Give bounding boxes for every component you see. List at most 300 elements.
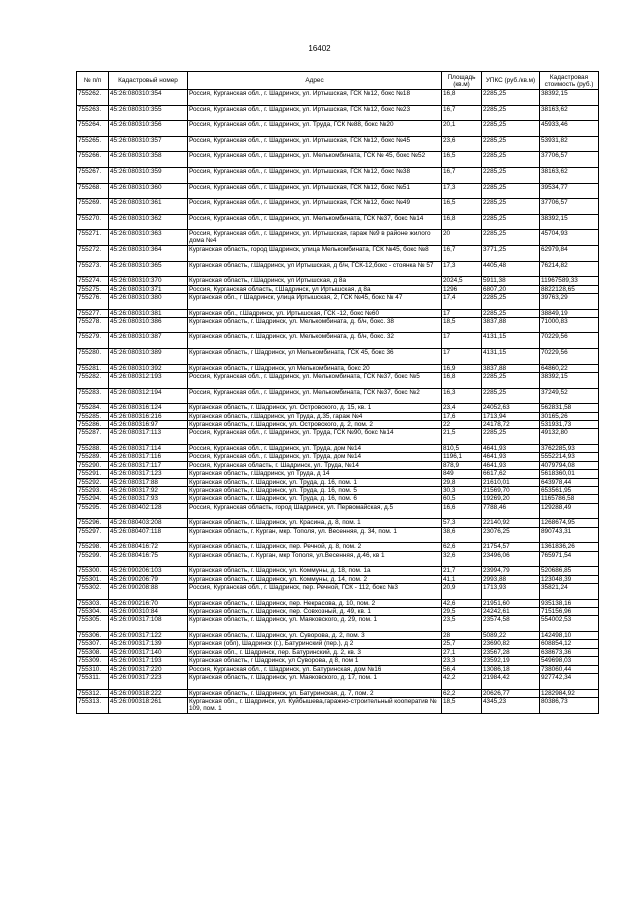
cell-cadastral-number: 45:26:080317:92 bbox=[109, 486, 188, 494]
cell-upks: 21569,70 bbox=[482, 486, 540, 494]
cell-row-number: 755300. bbox=[77, 567, 109, 575]
cell-address: Россия, Курганская обл., г. Шадринск, ул. Мелькомбината, ГСК № 45, бокс №52 bbox=[188, 152, 442, 168]
cell-area: 21,5 bbox=[442, 429, 482, 445]
cell-address: Курганская область, г. Шадринск, ул. Суворова, д. 2, пом. 3 bbox=[188, 632, 442, 640]
cell-cadastral-number: 45:26:090317:139 bbox=[109, 640, 188, 648]
cell-upks: 2285,25 bbox=[482, 167, 540, 183]
cell-cadastral-number: 45:26:080310:357 bbox=[109, 136, 188, 152]
cell-upks: 2285,25 bbox=[482, 121, 540, 137]
cell-row-number: 755299. bbox=[77, 551, 109, 567]
cell-address: Россия, Курганская обл., г. Шадринск, ул. Труда, дом №14 bbox=[188, 453, 442, 461]
cell-cadastral-number: 45:26:080316:97 bbox=[109, 421, 188, 429]
table-row bbox=[77, 429, 599, 445]
cell-cadastral-number: 45:26:080316:124 bbox=[109, 404, 188, 412]
table-row bbox=[77, 640, 599, 648]
cell-upks: 23496,06 bbox=[482, 551, 540, 567]
cell-cadastral-number: 45:26:080310:363 bbox=[109, 230, 188, 246]
cell-cadastral-number: 45:26:090317:193 bbox=[109, 657, 188, 665]
cell-row-number: 755301. bbox=[77, 575, 109, 583]
cell-area: 17 bbox=[442, 333, 482, 349]
table-row bbox=[77, 461, 599, 469]
cell-area: 18,5 bbox=[442, 317, 482, 333]
cell-area: 16,6 bbox=[442, 503, 482, 519]
cell-row-number: 755283. bbox=[77, 388, 109, 404]
cell-area: 16,8 bbox=[442, 373, 482, 389]
cell-cadastral-number: 45:26:080310:365 bbox=[109, 261, 188, 277]
cell-area: 22 bbox=[442, 421, 482, 429]
cell-cadastral-number: 45:26:090317:220 bbox=[109, 665, 188, 673]
cell-cadastral-number: 45:26:090317:140 bbox=[109, 648, 188, 656]
header-num: № п/п bbox=[77, 72, 109, 90]
cell-row-number: 755291. bbox=[77, 470, 109, 478]
cell-cadastral-number: 45:26:080312:193 bbox=[109, 373, 188, 389]
cell-cadastral-number: 45:26:090317:122 bbox=[109, 632, 188, 640]
cell-address: Курганская область, г. Шадринск, ул. Красина, д. 8, пом. 1 bbox=[188, 519, 442, 527]
cell-address: Курганская область, г.Шадринск, ул Иртышская, д 8а bbox=[188, 277, 442, 285]
table-row bbox=[77, 183, 599, 199]
table-row bbox=[77, 575, 599, 583]
cell-row-number: 755278. bbox=[77, 317, 109, 333]
cell-upks: 4131,15 bbox=[482, 333, 540, 349]
cell-cadastral-cost: 638673,36 bbox=[540, 648, 599, 656]
cell-row-number: 755262. bbox=[77, 90, 109, 106]
cell-area: 62,2 bbox=[442, 689, 482, 697]
cell-address: Россия, Курганская обл., г. Шадринск, ул. Иртышская, ГСК №12, бокс №49 bbox=[188, 199, 442, 215]
cell-row-number: 755287. bbox=[77, 429, 109, 445]
cell-area: 20,9 bbox=[442, 584, 482, 600]
cell-cadastral-cost: 49132,80 bbox=[540, 429, 599, 445]
header-cadastral-number: Кадастровый номер bbox=[109, 72, 188, 90]
cell-row-number: 755271. bbox=[77, 230, 109, 246]
cell-upks: 20626,77 bbox=[482, 689, 540, 697]
cell-upks: 4345,23 bbox=[482, 698, 540, 714]
cell-upks: 24178,72 bbox=[482, 421, 540, 429]
cell-cadastral-cost: 70229,56 bbox=[540, 349, 599, 365]
cell-cadastral-cost: 5618360,01 bbox=[540, 470, 599, 478]
cell-row-number: 755290. bbox=[77, 461, 109, 469]
cell-cadastral-cost: 890743,31 bbox=[540, 527, 599, 543]
cell-area: 16,5 bbox=[442, 152, 482, 168]
cell-cadastral-number: 45:26:090318:222 bbox=[109, 689, 188, 697]
cell-row-number: 755270. bbox=[77, 214, 109, 230]
cell-area: 16,7 bbox=[442, 167, 482, 183]
cell-row-number: 755310. bbox=[77, 665, 109, 673]
cell-area: 20,1 bbox=[442, 121, 482, 137]
table-row bbox=[77, 698, 599, 714]
cell-upks: 2285,25 bbox=[482, 309, 540, 317]
cell-cadastral-cost: 1282984,92 bbox=[540, 689, 599, 697]
cell-cadastral-number: 45:26:090317:223 bbox=[109, 674, 188, 690]
header-address: Адрес bbox=[188, 72, 442, 90]
table-row bbox=[77, 632, 599, 640]
table-row bbox=[77, 421, 599, 429]
table-row bbox=[77, 261, 599, 277]
cell-cadastral-number: 45:26:080310:360 bbox=[109, 183, 188, 199]
cell-cadastral-number: 45:26:080310:389 bbox=[109, 349, 188, 365]
cell-area: 62,6 bbox=[442, 543, 482, 551]
cell-area: 60,5 bbox=[442, 495, 482, 503]
cell-area: 20 bbox=[442, 230, 482, 246]
table-row bbox=[77, 105, 599, 121]
cell-upks: 21610,01 bbox=[482, 478, 540, 486]
cell-upks: 23994,79 bbox=[482, 567, 540, 575]
cell-row-number: 755284. bbox=[77, 404, 109, 412]
table-row bbox=[77, 478, 599, 486]
cell-cadastral-number: 45:26:080310:356 bbox=[109, 121, 188, 137]
cell-cadastral-cost: 45704,93 bbox=[540, 230, 599, 246]
cell-cadastral-number: 45:26:080416:72 bbox=[109, 543, 188, 551]
cell-cadastral-cost: 123048,39 bbox=[540, 575, 599, 583]
cell-upks: 2285,25 bbox=[482, 388, 540, 404]
cell-cadastral-cost: 927742,34 bbox=[540, 674, 599, 690]
cell-address: Россия, Курганская область, г. Шадринск, ул. Труда, №14 bbox=[188, 461, 442, 469]
table-row bbox=[77, 657, 599, 665]
table-row bbox=[77, 495, 599, 503]
cell-upks: 13086,18 bbox=[482, 665, 540, 673]
cell-address: Курганская обл., г. Шадринск, пер. Батуринский, д. 2, кв. 3 bbox=[188, 648, 442, 656]
cell-upks: 24242,61 bbox=[482, 608, 540, 616]
cell-area: 16,8 bbox=[442, 214, 482, 230]
cell-cadastral-number: 45:26:080310:359 bbox=[109, 167, 188, 183]
table-row bbox=[77, 214, 599, 230]
cell-upks: 23690,82 bbox=[482, 640, 540, 648]
cell-upks: 22140,92 bbox=[482, 519, 540, 527]
cell-address: Курганская обл., г.Шадринск, ул. Иртышская, ГСК -12, бокс №60 bbox=[188, 309, 442, 317]
cell-cadastral-cost: 1268674,95 bbox=[540, 519, 599, 527]
cell-cadastral-number: 45:26:080403:208 bbox=[109, 519, 188, 527]
cell-area: 25,7 bbox=[442, 640, 482, 648]
table-row bbox=[77, 519, 599, 527]
table-row bbox=[77, 551, 599, 567]
cell-row-number: 755292. bbox=[77, 478, 109, 486]
cell-address: Курганская область, г. Шадринск, пер. Совхозный, д. 49, кв. 1 bbox=[188, 608, 442, 616]
cell-area: 2024,5 bbox=[442, 277, 482, 285]
cell-row-number: 755277. bbox=[77, 309, 109, 317]
cell-cadastral-number: 45:26:080312:194 bbox=[109, 388, 188, 404]
cell-address: Курганская область, город Шадринск, улица Мелькомбината, ГСК №45, бокс №8 bbox=[188, 245, 442, 261]
cell-address: Курганская область, г Шадринск, ул Суворова, д 8, пом 1 bbox=[188, 657, 442, 665]
cell-row-number: 755311. bbox=[77, 674, 109, 690]
cell-row-number: 755307. bbox=[77, 640, 109, 648]
cell-cadastral-cost: 38392,15 bbox=[540, 90, 599, 106]
header-cadastral-cost: Кадастровая стоимость (руб.) bbox=[540, 72, 599, 90]
cell-area: 17,4 bbox=[442, 293, 482, 309]
cell-row-number: 755281. bbox=[77, 364, 109, 372]
cell-cadastral-cost: 38392,15 bbox=[540, 214, 599, 230]
cell-area: 16,7 bbox=[442, 105, 482, 121]
table-row bbox=[77, 445, 599, 453]
cell-cadastral-cost: 39534,77 bbox=[540, 183, 599, 199]
cell-upks: 4641,93 bbox=[482, 461, 540, 469]
cell-cadastral-number: 45:26:080317:88 bbox=[109, 478, 188, 486]
table-row bbox=[77, 567, 599, 575]
cell-row-number: 755293. bbox=[77, 486, 109, 494]
cell-area: 29,8 bbox=[442, 478, 482, 486]
page-number: 16402 bbox=[308, 44, 331, 53]
table-row bbox=[77, 404, 599, 412]
cell-row-number: 755286. bbox=[77, 421, 109, 429]
cell-cadastral-number: 45:26:080310:380 bbox=[109, 293, 188, 309]
cell-cadastral-number: 45:26:080317:123 bbox=[109, 470, 188, 478]
table-row bbox=[77, 674, 599, 690]
cell-cadastral-number: 45:26:090208:88 bbox=[109, 584, 188, 600]
cell-area: 42,6 bbox=[442, 599, 482, 607]
cell-upks: 4131,15 bbox=[482, 349, 540, 365]
cell-cadastral-cost: 38163,62 bbox=[540, 105, 599, 121]
cell-address: Курганская область, г. Шадринск, ул. Коммуны, д. 14, пом. 2 bbox=[188, 575, 442, 583]
cell-row-number: 755282. bbox=[77, 373, 109, 389]
cell-row-number: 755304. bbox=[77, 608, 109, 616]
cell-row-number: 755313. bbox=[77, 698, 109, 714]
cell-cadastral-number: 45:26:080310:362 bbox=[109, 214, 188, 230]
cell-row-number: 755276. bbox=[77, 293, 109, 309]
cell-upks: 19269,20 bbox=[482, 495, 540, 503]
cell-address: Курганская область, г. Шадринск, ул. Мелькомбината, д. б/н, бокс. 38 bbox=[188, 317, 442, 333]
table-row bbox=[77, 317, 599, 333]
cell-upks: 2285,25 bbox=[482, 183, 540, 199]
cell-address: Россия, Курганская обл., г. Шадринск, ул. Труда, дом №14 bbox=[188, 445, 442, 453]
cell-cadastral-cost: 142498,10 bbox=[540, 632, 599, 640]
cell-address: Курганская область, г. Шадринск, ул. Островского, д. 15, кв. 1 bbox=[188, 404, 442, 412]
cell-upks: 2285,25 bbox=[482, 136, 540, 152]
cell-cadastral-number: 45:26:080310:364 bbox=[109, 245, 188, 261]
cell-row-number: 755273. bbox=[77, 261, 109, 277]
cell-upks: 2285,25 bbox=[482, 293, 540, 309]
cell-upks: 2285,25 bbox=[482, 373, 540, 389]
cell-address: Курганская область, г. Курган, мкр Тополя, ул.Весенняя, д.46, кв 1 bbox=[188, 551, 442, 567]
cell-cadastral-cost: 765971,54 bbox=[540, 551, 599, 567]
table-row bbox=[77, 616, 599, 632]
cell-cadastral-number: 45:26:090216:70 bbox=[109, 599, 188, 607]
cell-cadastral-cost: 1165786,58 bbox=[540, 495, 599, 503]
cell-area: 29,5 bbox=[442, 608, 482, 616]
table-body bbox=[77, 90, 599, 714]
cell-row-number: 755294. bbox=[77, 495, 109, 503]
cell-cadastral-cost: 62979,84 bbox=[540, 245, 599, 261]
table-row bbox=[77, 665, 599, 673]
cell-row-number: 755305. bbox=[77, 616, 109, 632]
cell-area: 18,5 bbox=[442, 698, 482, 714]
cell-upks: 21754,57 bbox=[482, 543, 540, 551]
cell-upks: 2285,25 bbox=[482, 230, 540, 246]
table-row bbox=[77, 453, 599, 461]
cell-address: Курганская область, г. Шадринск, пер. Некрасова, д. 10, пом. 2 bbox=[188, 599, 442, 607]
table-row bbox=[77, 648, 599, 656]
cell-cadastral-number: 45:26:080317:93 bbox=[109, 495, 188, 503]
cell-area: 16,8 bbox=[442, 90, 482, 106]
cell-upks: 2285,25 bbox=[482, 199, 540, 215]
cell-address: Курганская область, г. Шадринск, ул. Маяковского, д. 29, пом. 1 bbox=[188, 616, 442, 632]
cell-row-number: 755263. bbox=[77, 105, 109, 121]
cell-cadastral-number: 45:26:090206:103 bbox=[109, 567, 188, 575]
cell-row-number: 755298. bbox=[77, 543, 109, 551]
cell-cadastral-number: 45:26:080310:386 bbox=[109, 317, 188, 333]
table-row bbox=[77, 349, 599, 365]
cell-row-number: 755297. bbox=[77, 527, 109, 543]
cell-cadastral-cost: 8822128,65 bbox=[540, 285, 599, 293]
cell-row-number: 755285. bbox=[77, 412, 109, 420]
cell-cadastral-number: 45:26:080310:358 bbox=[109, 152, 188, 168]
cell-address: Россия, Курганская область, город Шадринск, ул. Первомайская, д.5 bbox=[188, 503, 442, 519]
cell-upks: 2993,88 bbox=[482, 575, 540, 583]
cell-address: Россия, Курганская обл., г. Шадринск, ул. Мелькомбината, ГСК №37, бокс №2 bbox=[188, 388, 442, 404]
cell-row-number: 755269. bbox=[77, 199, 109, 215]
table-row bbox=[77, 584, 599, 600]
cell-area: 16,3 bbox=[442, 388, 482, 404]
table-row bbox=[77, 373, 599, 389]
cell-upks: 1713,93 bbox=[482, 584, 540, 600]
table-row bbox=[77, 245, 599, 261]
cell-area: 23,5 bbox=[442, 616, 482, 632]
cell-row-number: 755275. bbox=[77, 285, 109, 293]
cell-cadastral-number: 45:26:080402:128 bbox=[109, 503, 188, 519]
table-row bbox=[77, 527, 599, 543]
cell-cadastral-number: 45:26:080310:361 bbox=[109, 199, 188, 215]
cell-cadastral-cost: 80386,73 bbox=[540, 698, 599, 714]
cell-address: Россия, Курганская обл., г. Шадринск, ул. Иртышская, ГСК №12, бокс №38 bbox=[188, 167, 442, 183]
cell-row-number: 755289. bbox=[77, 453, 109, 461]
table-row bbox=[77, 608, 599, 616]
table-row bbox=[77, 309, 599, 317]
cell-cadastral-number: 45:26:080317:114 bbox=[109, 445, 188, 453]
cell-cadastral-number: 45:26:090318:261 bbox=[109, 698, 188, 714]
cell-address: Россия, Курганская обл., г. Шадринск, ул. Иртышская, ГСК №12, бокс №18 bbox=[188, 90, 442, 106]
cell-row-number: 755272. bbox=[77, 245, 109, 261]
header-area: Площадь (кв.м) bbox=[442, 72, 482, 90]
cell-cadastral-cost: 653561,95 bbox=[540, 486, 599, 494]
table-row bbox=[77, 364, 599, 372]
cell-area: 23,4 bbox=[442, 404, 482, 412]
table-row bbox=[77, 470, 599, 478]
cell-row-number: 755308. bbox=[77, 648, 109, 656]
cell-cadastral-number: 45:26:080310:387 bbox=[109, 333, 188, 349]
table-header-row bbox=[77, 72, 599, 90]
cell-address: Россия, Курганская обл., г. Шадринск, ул. Иртышская, ГСК №12, бокс №45 bbox=[188, 136, 442, 152]
cell-cadastral-number: 45:26:080416:75 bbox=[109, 551, 188, 567]
cell-area: 16,9 bbox=[442, 364, 482, 372]
cell-cadastral-cost: 608854,12 bbox=[540, 640, 599, 648]
cell-address: Курганская область, г Шадринск, ул Мелькомбината, бокс 20 bbox=[188, 364, 442, 372]
cell-row-number: 755265. bbox=[77, 136, 109, 152]
cell-cadastral-cost: 531931,73 bbox=[540, 421, 599, 429]
cell-cadastral-cost: 129288,49 bbox=[540, 503, 599, 519]
cell-row-number: 755274. bbox=[77, 277, 109, 285]
cell-cadastral-cost: 37706,57 bbox=[540, 152, 599, 168]
cell-upks: 7788,46 bbox=[482, 503, 540, 519]
cell-row-number: 755288. bbox=[77, 445, 109, 453]
cell-upks: 4405,48 bbox=[482, 261, 540, 277]
cell-cadastral-cost: 35821,24 bbox=[540, 584, 599, 600]
cell-cadastral-cost: 5552214,93 bbox=[540, 453, 599, 461]
table-row bbox=[77, 230, 599, 246]
cell-upks: 3837,88 bbox=[482, 364, 540, 372]
cell-address: Россия, Курганская обл., г. Шадринск, ул. Иртышская, ГСК №12, бокс №51 bbox=[188, 183, 442, 199]
cell-cadastral-number: 45:26:080317:117 bbox=[109, 461, 188, 469]
table-row bbox=[77, 293, 599, 309]
cell-upks: 4641,93 bbox=[482, 453, 540, 461]
cell-address: Курганская область, г. Курган, мкр. Тополя, ул. Весенняя, д. 34, пом. 1 bbox=[188, 527, 442, 543]
cell-upks: 3771,25 bbox=[482, 245, 540, 261]
cell-cadastral-cost: 64860,22 bbox=[540, 364, 599, 372]
cell-cadastral-cost: 3762285,93 bbox=[540, 445, 599, 453]
cell-row-number: 755266. bbox=[77, 152, 109, 168]
cell-row-number: 755309. bbox=[77, 657, 109, 665]
cell-cadastral-cost: 37706,57 bbox=[540, 199, 599, 215]
cell-area: 16,5 bbox=[442, 199, 482, 215]
cell-upks: 2285,25 bbox=[482, 214, 540, 230]
cell-area: 17,6 bbox=[442, 412, 482, 420]
table-row bbox=[77, 503, 599, 519]
cell-address: Россия, Курганская обл., г. Шадринск, ул. Мелькомбината, ГСК №37, бокс №5 bbox=[188, 373, 442, 389]
cell-address: Курганская область, г. Шадринск, ул. Коммуны, д. 18, пом. 1а bbox=[188, 567, 442, 575]
cell-cadastral-cost: 53931,82 bbox=[540, 136, 599, 152]
cell-area: 21,7 bbox=[442, 567, 482, 575]
cell-cadastral-number: 45:26:090206:79 bbox=[109, 575, 188, 583]
cell-row-number: 755312. bbox=[77, 689, 109, 697]
cell-area: 17 bbox=[442, 309, 482, 317]
cell-cadastral-cost: 11967589,33 bbox=[540, 277, 599, 285]
cell-address: Курганская обл., г. Шадринск, ул. Куйбышева,гаражно-строительный кооператив № 109, пом. 1 bbox=[188, 698, 442, 714]
cell-upks: 2285,25 bbox=[482, 105, 540, 121]
cell-row-number: 755302. bbox=[77, 584, 109, 600]
table-row bbox=[77, 199, 599, 215]
cell-area: 17,3 bbox=[442, 261, 482, 277]
cadastral-registry-table bbox=[76, 71, 599, 714]
cell-area: 849 bbox=[442, 470, 482, 478]
cell-row-number: 755306. bbox=[77, 632, 109, 640]
cell-upks: 23592,19 bbox=[482, 657, 540, 665]
cell-area: 57,3 bbox=[442, 519, 482, 527]
cell-area: 23,3 bbox=[442, 657, 482, 665]
cell-cadastral-cost: 38163,62 bbox=[540, 167, 599, 183]
cell-cadastral-number: 45:26:080310:392 bbox=[109, 364, 188, 372]
cell-address: Курганская область, г. Шадринск, ул. Труда, д. 16, пом. 5 bbox=[188, 486, 442, 494]
table-row bbox=[77, 689, 599, 697]
cell-address: Курганская (обл), Шадринск (г.), Батуринский (пер.), д 2 bbox=[188, 640, 442, 648]
cell-row-number: 755296. bbox=[77, 519, 109, 527]
cell-cadastral-number: 45:26:080407:118 bbox=[109, 527, 188, 543]
cell-upks: 2285,25 bbox=[482, 429, 540, 445]
cell-row-number: 755280. bbox=[77, 349, 109, 365]
cell-upks: 4641,93 bbox=[482, 445, 540, 453]
cell-address: Россия, Курганская область, г.Шадринск, ул Иртышская, д 8а bbox=[188, 285, 442, 293]
cell-upks: 23574,58 bbox=[482, 616, 540, 632]
cell-cadastral-cost: 39763,29 bbox=[540, 293, 599, 309]
cell-cadastral-cost: 1361836,26 bbox=[540, 543, 599, 551]
cell-address: Курганская область, г. Шадринск, ул. Островского, д. 2, пом. 2 bbox=[188, 421, 442, 429]
cell-area: 32,6 bbox=[442, 551, 482, 567]
cell-cadastral-cost: 554002,53 bbox=[540, 616, 599, 632]
cell-cadastral-number: 45:26:090310:84 bbox=[109, 608, 188, 616]
cell-row-number: 755264. bbox=[77, 121, 109, 137]
cell-upks: 5089,22 bbox=[482, 632, 540, 640]
cell-cadastral-number: 45:26:080317:116 bbox=[109, 453, 188, 461]
cell-address: Курганская область, г. Шадринск, пер. Речной, д. 8, пом. 2 bbox=[188, 543, 442, 551]
cell-address: Курганская обл., г Шадринск, улица Иртышская, 2, ГСК №45, бокс № 47 bbox=[188, 293, 442, 309]
cell-cadastral-cost: 76214,82 bbox=[540, 261, 599, 277]
cell-cadastral-cost: 520686,85 bbox=[540, 567, 599, 575]
cell-cadastral-cost: 549698,03 bbox=[540, 657, 599, 665]
cell-upks: 2285,25 bbox=[482, 90, 540, 106]
cell-cadastral-cost: 38392,15 bbox=[540, 373, 599, 389]
cell-area: 17,3 bbox=[442, 183, 482, 199]
cell-row-number: 755303. bbox=[77, 599, 109, 607]
cell-area: 23,6 bbox=[442, 136, 482, 152]
cell-cadastral-cost: 738060,44 bbox=[540, 665, 599, 673]
cell-upks: 5911,38 bbox=[482, 277, 540, 285]
cell-address: Курганская область, г. Шадринск, ул. Мелькомбината, д. б/н, бокс. 32 bbox=[188, 333, 442, 349]
cell-cadastral-cost: 4079794,08 bbox=[540, 461, 599, 469]
